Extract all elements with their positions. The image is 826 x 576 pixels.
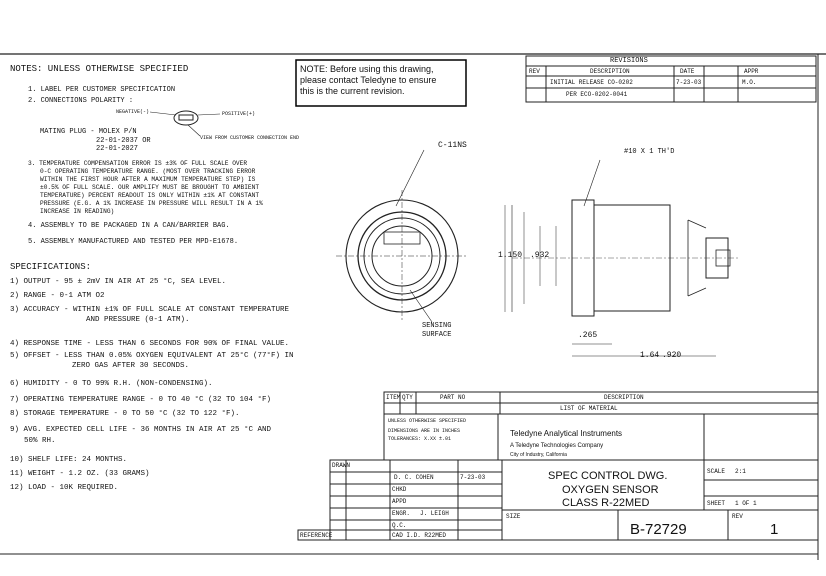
drawing-title-3: CLASS R-22MED bbox=[562, 497, 650, 509]
spec-9b: 50% RH. bbox=[24, 437, 56, 445]
dim-d2: .932 bbox=[530, 251, 550, 260]
desc-label: DESCRIPTION bbox=[604, 394, 644, 401]
rev-header-appr: APPR bbox=[744, 68, 759, 75]
note-3g: INCREASE IN READING) bbox=[40, 208, 115, 215]
qty-label: QTY bbox=[402, 394, 413, 401]
item-label: ITEM bbox=[386, 394, 401, 401]
spec-2: 2) RANGE - 0-1 ATM O2 bbox=[10, 292, 105, 300]
note-5: 5. ASSEMBLY MANUFACTURED AND TESTED PER MPD-E1678. bbox=[28, 238, 239, 246]
rev-header-date: DATE bbox=[680, 68, 695, 75]
scale-value: 2:1 bbox=[735, 468, 746, 475]
list-label: LIST OF MATERIAL bbox=[560, 405, 618, 412]
note-3a: 3. TEMPERATURE COMPENSATION ERROR IS ±3% OF FULL SCALE OVER bbox=[28, 160, 248, 167]
tol-2: TOLERANCES: X.XX ±.01 bbox=[388, 436, 452, 442]
reference-label: REFERENCE bbox=[300, 532, 333, 539]
notice-line-3: this is the current revision. bbox=[300, 86, 405, 96]
spec-8: 8) STORAGE TEMPERATURE - 0 TO 50 °C (32 TO 122 °F). bbox=[10, 410, 240, 418]
surface-label: SURFACE bbox=[422, 331, 452, 339]
rev-row-1-date: 7-23-03 bbox=[676, 79, 702, 86]
note-mating-3: 22-01-2027 bbox=[96, 145, 139, 153]
dim-thread-2: #10 X 1 TH'D bbox=[624, 148, 675, 156]
drawing-title-2: OXYGEN SENSOR bbox=[562, 484, 659, 496]
note-3c: WITHIN THE FIRST HOUR AFTER A MAXIMUM TEMPERATURE STEP) IS bbox=[40, 176, 256, 183]
spec-3: 3) ACCURACY - WITHIN ±1% OF FULL SCALE AT CONSTANT TEMPERATURE bbox=[10, 306, 290, 314]
sensor-front-view bbox=[336, 150, 468, 322]
spec-5: 5) OFFSET - LESS THAN 0.05% OXYGEN EQUIVALENT AT 25°C (77°F) IN bbox=[10, 352, 294, 360]
drawing-title-1: SPEC CONTROL DWG. bbox=[548, 470, 668, 482]
spec-9: 9) AVG. EXPECTED CELL LIFE - 36 MONTHS IN AIR AT 25 °C AND bbox=[10, 426, 272, 434]
dim-d4: 1.64 bbox=[640, 351, 660, 360]
note-3f: PRESSURE (E.G. A 1% INCREASE IN PRESSURE WILL RESULT IN A 1% bbox=[40, 200, 263, 207]
dim-d1: 1.150 bbox=[498, 251, 523, 260]
note-mating-2: 22-01-2037 OR bbox=[96, 137, 151, 145]
spec-7: 7) OPERATING TEMPERATURE RANGE - 0 TO 40 °C (32 TO 104 °F) bbox=[10, 396, 272, 404]
revision-notice bbox=[300, 64, 464, 97]
note-3b: 0-C OPERATING TEMPERATURE RANGE. (MOST OVER TRACKING ERROR bbox=[40, 168, 256, 175]
sig-engr: ENGR. bbox=[392, 510, 411, 517]
company-address: City of Industry, California bbox=[510, 452, 567, 458]
sheet-value: 1 OF 1 bbox=[735, 500, 757, 507]
spec-11: 11) WEIGHT - 1.2 OZ. (33 GRAMS) bbox=[10, 470, 150, 478]
dim-d5: .920 bbox=[662, 351, 682, 360]
note-3d: ±0.5% OF FULL SCALE. OUR AMPLIFY MUST BE BROUGHT TO AMBIENT bbox=[40, 184, 260, 191]
spec-10: 10) SHELF LIFE: 24 MONTHS. bbox=[10, 456, 128, 464]
polarity-pos: POSITIVE(+) bbox=[222, 111, 256, 117]
sheet-label: SHEET bbox=[707, 500, 726, 507]
drawing-rev: 1 bbox=[770, 521, 779, 538]
revisions-title: REVISIONS bbox=[610, 57, 648, 65]
notice-line-2: please contact Teledyne to ensure bbox=[300, 75, 437, 85]
specs-header: SPECIFICATIONS: bbox=[10, 262, 92, 272]
rev-header-desc: DESCRIPTION bbox=[590, 68, 630, 75]
spec-4: 4) RESPONSE TIME - LESS THAN 6 SECONDS FOR 90% OF FINAL VALUE. bbox=[10, 340, 290, 348]
spec-3b: AND PRESSURE (0-1 ATM). bbox=[86, 316, 190, 324]
sig-drawn-label: DRAWN bbox=[332, 462, 351, 469]
notes-header: NOTES: UNLESS OTHERWISE SPECIFIED bbox=[10, 64, 189, 74]
part-no-label: PART NO bbox=[440, 394, 466, 401]
rev-row-2-desc: PER ECO-0202-0041 bbox=[566, 91, 628, 98]
sensing-label: SENSING bbox=[422, 322, 452, 330]
tol-1: DIMENSIONS ARE IN INCHES bbox=[388, 428, 461, 434]
polarity-note: VIEW FROM CUSTOMER CONNECTION END bbox=[200, 135, 300, 141]
note-4: 4. ASSEMBLY TO BE PACKAGED IN A CAN/BARRIER BAG. bbox=[28, 222, 230, 230]
rev-row-1-desc: INITIAL RELEASE CO-0202 bbox=[550, 79, 633, 86]
spec-12: 12) LOAD - 10K REQUIRED. bbox=[10, 484, 119, 492]
sig-engr-by: J. LEIGH bbox=[420, 510, 449, 517]
sig-appd: APPD bbox=[392, 498, 407, 505]
sig-chkd: CHKD bbox=[392, 486, 407, 493]
rev-row-1-appr: M.O. bbox=[742, 79, 757, 86]
rev-header-rev: REV bbox=[529, 68, 540, 75]
note-mating: MATING PLUG - MOLEX P/N bbox=[40, 128, 137, 136]
note-2: 2. CONNECTIONS POLARITY : bbox=[28, 97, 134, 105]
drawing-number: B-72729 bbox=[630, 521, 687, 538]
note-1: 1. LABEL PER CUSTOMER SPECIFICATION bbox=[28, 86, 176, 94]
polarity-neg: NEGATIVE(-) bbox=[116, 109, 150, 115]
tol-header: UNLESS OTHERWISE SPECIFIED bbox=[388, 418, 467, 424]
sig-qc: Q.C. bbox=[392, 522, 407, 529]
spec-6: 6) HUMIDITY - 0 TO 99% R.H. (NON-CONDENSING). bbox=[10, 380, 213, 388]
sig-drawn-date: 7-23-03 bbox=[460, 474, 486, 481]
size-label: SIZE bbox=[506, 513, 521, 520]
dim-d3: .265 bbox=[578, 331, 598, 340]
company-division: A Teledyne Technologies Company bbox=[510, 443, 604, 449]
spec-1: 1) OUTPUT - 95 ± 2mV IN AIR AT 25 °C, SEA LEVEL. bbox=[10, 278, 227, 286]
rev-label: REV bbox=[732, 513, 743, 520]
company-name: Teledyne Analytical Instruments bbox=[510, 429, 623, 438]
scale-label: SCALE bbox=[707, 468, 726, 475]
note-3e: TEMPERATURE) PERCENT READOUT IS ONLY WITHIN ±1% AT CONSTANT bbox=[40, 192, 260, 199]
notice-line-1: NOTE: Before using this drawing, bbox=[300, 64, 434, 74]
dim-thread: C-11NS bbox=[438, 141, 467, 150]
spec-5b: ZERO GAS AFTER 30 SECONDS. bbox=[72, 362, 190, 370]
cad-id: CAD I.D. R22MED bbox=[392, 532, 447, 539]
sig-drawn-by: D. C. COHEN bbox=[394, 474, 434, 481]
